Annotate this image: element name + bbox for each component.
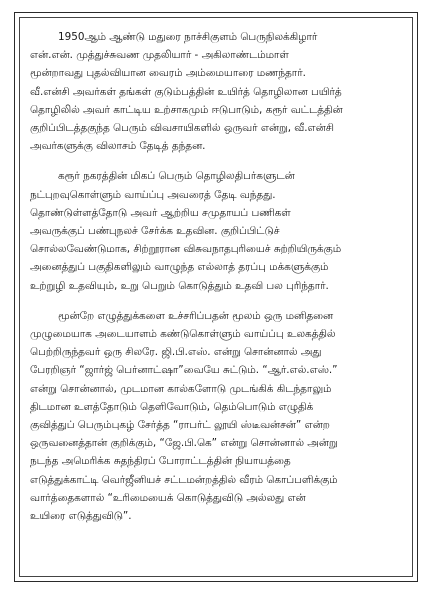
text-line: வார்த்தைகளால் “உரிமையைக் கொடுத்துவிடு அல்லது என் (30, 491, 306, 504)
text-line: எடுத்துக்காட்டி வெர்ஜீனியச் சட்டமன்றத்தில் வீரம் கொப்பளிக்கும் (30, 473, 338, 486)
text-line: குவித்துப் பெரும்புகழ் சேர்த்த “ராபர்ட் லூயி ஸ்டீவன்சன்” என்ற (30, 419, 330, 432)
text-line: அவர்களுக்கு விலாசம் தேடித் தந்தன. (30, 140, 206, 153)
text-line: பெற்றிருந்தவர் ஒரு சிலரே. ஜி.பி.எஸ். என்று சொன்னால் அது (30, 346, 322, 359)
text-line: 1950ஆம் ஆண்டு மதுரை நாச்சிகுளம் பெருநிலக்கிழார் (58, 31, 318, 43)
text-line: அனைத்துப் பகுதிகளிலும் வாழுந்த எல்லாத் தரப்பு மக்களுக்கும் (30, 261, 329, 274)
text-line: ஒருவனைத்தான் குறிக்கும், “ஜே.பி.கெ” என்று சொன்னால் அன்று (30, 437, 338, 450)
text-line: மூன்றே எழுத்துக்களை உச்சரிப்பதன் மூலம் ஒரு மனிதனை (58, 309, 334, 322)
document-body (30, 28, 404, 568)
paragraph-marriage (30, 28, 404, 155)
text-line: முழுமையாக அடையாளம் கண்டுகொள்ளும் வாய்ப்பு உலகத்தில் (30, 328, 336, 341)
text-line: சொல்லவேண்டுமாக, சிற்றூரான விசுவநாதபுரியைச் சுற்றியிருக்கும் (30, 243, 342, 256)
text-line: தொண்டுள்ளத்தோடு அவர் ஆற்றிய சமுதாயப் பணிகள் (30, 206, 291, 219)
text-line: தொழிலில் அவர் காட்டிய உற்சாகமும் ஈடுபாடும், கரூர் வட்டத்தின் (30, 103, 343, 116)
text-line: என்று சொன்னால், முடமான கால்களோடு முடங்கிக் கிடந்தாலும் (30, 382, 332, 395)
paragraph-service (30, 167, 404, 294)
paragraph-initials (30, 307, 404, 525)
text-line: வீ.என்சி அவர்கள் தங்கள் குடும்பத்தின் உயிர்த் தொழிலான பயிர்த் (30, 85, 342, 98)
text-line: பேரறிஞர் “ஜார்ஜ் பெர்னாட்ஷா”வையே சுட்டும். “ஆர்.எல்.எஸ்.” (30, 364, 338, 377)
text-line: அவருக்குப் பண்புநலச் சேர்க்க உதவின. குறிப்பிட்டுச் (30, 225, 280, 238)
text-line: நடந்த அமெரிக்க சுதந்திரப் போராட்டத்தின் நியாயத்தை (30, 455, 291, 468)
text-line: உற்றுழி உதவியும், உறு பெறும் கொடுத்தும் உதவி பல புரிந்தார். (30, 279, 329, 292)
text-line: நட்புறவுகொள்ளும் வாய்ப்பு அவரைத் தேடி வந்தது. (30, 188, 276, 201)
text-line: குறிப்பிடத்தகுந்த பெரும் விவசாயிகளில் ஒருவர் என்று, வீ.என்சி (30, 122, 334, 135)
text-line: என்.என். முத்துச்சுவண முதலியார் - அகிலாண்டம்மாள் (30, 49, 289, 62)
text-line: கரூர் நகரத்தின் மிகப் பெரும் தொழிலதிபர்களுடன் (58, 170, 295, 183)
text-line: உயிரை எடுத்துவிடு”. (30, 510, 132, 523)
text-line: திடமான உளத்தோடும் தெளிவோடும், தெம்பொடும் எழுதிக் (30, 400, 314, 413)
text-line: மூன்றாவது புதல்வியான வைரம் அம்மையாரை மணந்தார். (30, 67, 306, 80)
